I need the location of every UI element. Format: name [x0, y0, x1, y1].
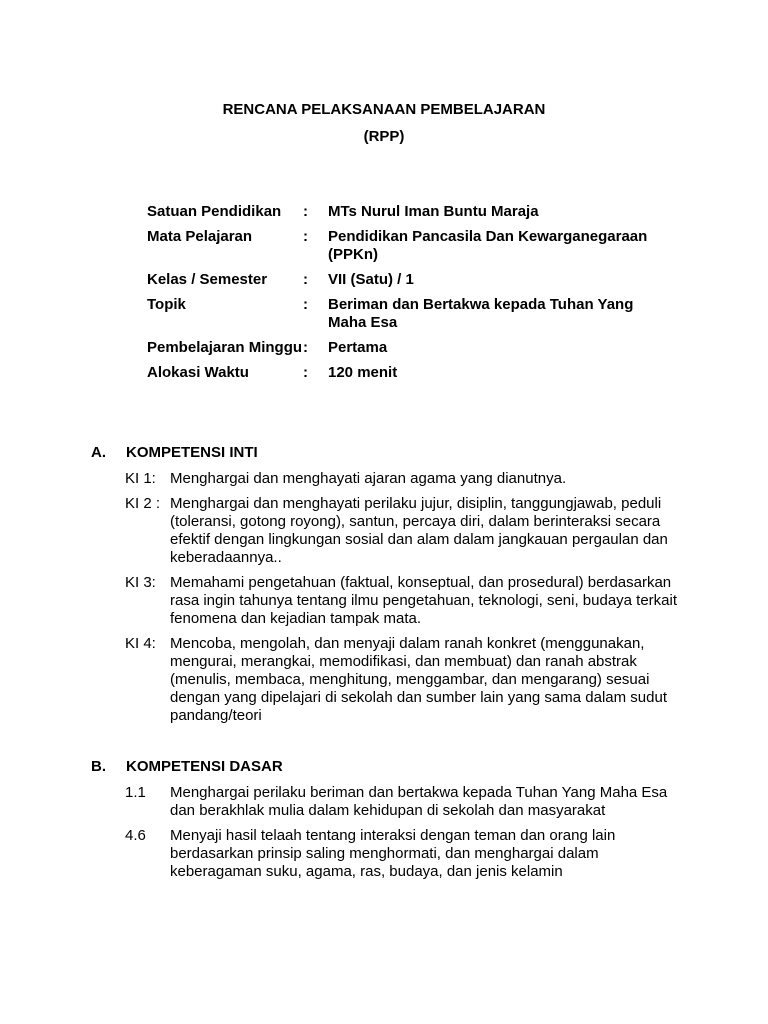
identity-colon: :: [303, 203, 308, 220]
identity-colon: :: [303, 271, 308, 288]
list-item: [125, 495, 685, 567]
identity-label: Kelas / Semester: [147, 271, 268, 288]
identity-label: Pembelajaran Minggu: [147, 339, 303, 356]
kompetensi-inti-list: [125, 470, 685, 732]
identity-label: Topik: [147, 296, 186, 313]
identity-value: Pendidikan Pancasila Dan Kewarganegaraan (PPKn): [328, 228, 648, 263]
identity-value: 120 menit: [328, 364, 398, 381]
section-heading-a: [91, 444, 258, 462]
identity-row: [147, 364, 687, 382]
document-title: RENCANA PELAKSANAAN PEMBELAJARAN: [222, 101, 546, 118]
list-item: [125, 574, 685, 628]
item-label: 4.6: [125, 827, 146, 844]
identity-value: MTs Nurul Iman Buntu Maraja: [328, 203, 539, 220]
identity-colon: :: [303, 364, 308, 381]
item-text: Memahami pengetahuan (faktual, konseptual, dan prosedural) berdasarkan rasa ingin tahunya tentang ilmu pengetahuan, teknologi, seni, budaya terkait fenomena dan kejadian tampak mata.: [170, 574, 678, 627]
kompetensi-dasar-list: [125, 784, 685, 888]
section-title: KOMPETENSI INTI: [126, 444, 258, 461]
identity-row: [147, 271, 687, 289]
item-label: KI 3:: [125, 574, 156, 591]
list-item: [125, 635, 685, 725]
identity-row: [147, 228, 687, 264]
identity-colon: :: [303, 228, 308, 245]
identity-colon: :: [303, 296, 308, 313]
item-text: Mencoba, mengolah, dan menyaji dalam ranah konkret (menggunakan, mengurai, merangkai, memodifikasi, dan membuat) dan ranah abstrak (menulis, membaca, menghitung, menggambar, dan mengarang) sesuai dengan yang dipelajari di sekolah dan sumber lain yang sama dalam sudut pandang/teori: [170, 635, 667, 724]
item-label: 1.1: [125, 784, 146, 801]
identity-row: [147, 339, 687, 357]
item-text: Menghargai perilaku beriman dan bertakwa kepada Tuhan Yang Maha Esa dan berakhlak mulia dalam kehidupan di sekolah dan masyarakat: [170, 784, 668, 819]
list-item: [125, 470, 685, 488]
identity-value: Beriman dan Bertakwa kepada Tuhan Yang Maha Esa: [328, 296, 634, 331]
identity-label: Alokasi Waktu: [147, 364, 249, 381]
identity-row: [147, 203, 687, 221]
identity-value: Pertama: [328, 339, 388, 356]
identity-row: [147, 296, 687, 332]
identity-value: VII (Satu) / 1: [328, 271, 414, 288]
list-item: [125, 827, 685, 881]
identity-label: Satuan Pendidikan: [147, 203, 282, 220]
section-letter: A.: [91, 444, 106, 461]
document-subtitle: (RPP): [363, 128, 405, 145]
item-label: KI 4:: [125, 635, 156, 652]
item-text: Menghargai dan menghayati ajaran agama yang dianutnya.: [170, 470, 567, 487]
section-heading-b: [91, 758, 283, 776]
item-text: Menyaji hasil telaah tentang interaksi dengan teman dan orang lain berdasarkan prinsip saling menghormati, dan menghargai dalam keberagaman suku, agama, ras, budaya, dan jenis kelamin: [170, 827, 616, 880]
item-text: Menghargai dan menghayati perilaku jujur, disiplin, tanggungjawab, peduli (toleransi, gotong royong), santun, percaya diri, dalam berinteraksi secara efektif dengan lingkungan sosial dan alam dalam jangkauan pergaulan dan keberadaannya..: [170, 495, 668, 566]
identity-colon: :: [303, 339, 308, 356]
item-label: KI 2 :: [125, 495, 161, 512]
section-title: KOMPETENSI DASAR: [126, 758, 283, 775]
item-label: KI 1:: [125, 470, 156, 487]
list-item: [125, 784, 685, 820]
identity-table: [147, 203, 687, 389]
identity-label: Mata Pelajaran: [147, 228, 253, 245]
section-letter: B.: [91, 758, 106, 775]
